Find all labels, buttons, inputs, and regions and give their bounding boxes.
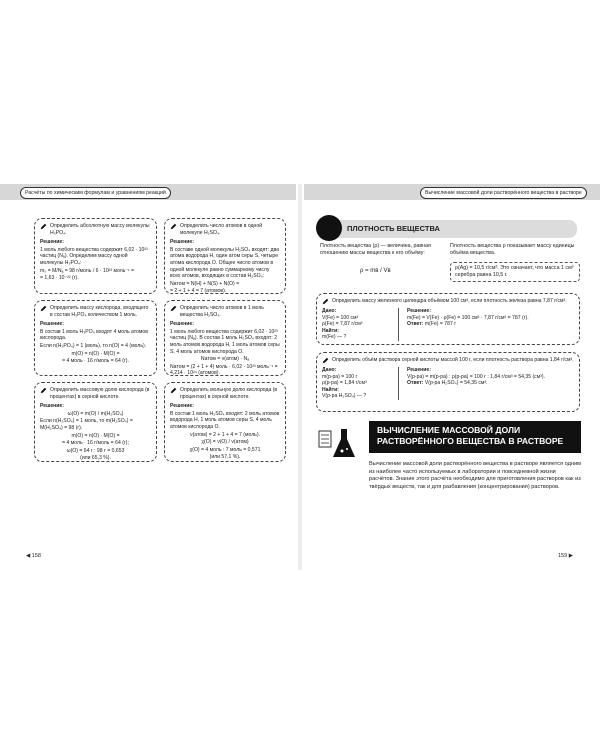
pencil-icon — [322, 298, 329, 305]
task-iron-cylinder: Определить массу железного цилиндра объёмом 100 см³, если плотность железа равна 7,87 г/см³. Дано: V(Fe) = 100 см³ ρ(Fe) = 7,87 г/см³ Найти: m(Fe) — ? Решение: m(Fe) = V(Fe) · ρ(Fe) = 100 см³ · 7,87 г/см³ = 787 (г). Ответ: m(Fe) = 787 г — [316, 293, 580, 345]
book-spine — [298, 184, 302, 570]
density-note: Плотность вещества ρ показывает массу единицы объёма вещества. — [450, 243, 575, 256]
density-definition: Плотность вещества (ρ) — величина, равная отношению массы вещества к его объёму: — [320, 243, 431, 256]
density-example: ρ(Ag) = 10,5 г/см³. Это означает, что масса 1 см³ серебра равна 10,5 г. — [450, 262, 580, 282]
card-atoms-in-molecule: Определить число атомов в одной молекуле H₂SO₄. Решение: В составе одной молекулы H₂SO₄ входят: два атома водорода H, один атом серы S, четыре атома кислорода O. Общее число атомов в одной молекуле равно суммарному числу всех атомов, входящих в состав H₂SO₄: Nатом = N(H) + N(S) + N(O) = = 2 + 1 + 4 = 7 (атомов). — [164, 218, 286, 294]
card-atoms-in-mole: Определить число атомов в 1 моль вещества H₂SO₄. Решение: 1 моль любого вещества содержит 6,02 · 10²³ частиц (Nₐ). В состав 1 моль H₂SO₄ входят: 2 моль атомов водорода H, 1 моль атомов серы S, 4 моль атомов кислорода O. Nатом = ν(атом) · Nₐ Nатом = (2 + 1 + 4) моль · 6,02 · 10²³ моль⁻¹ = 4,214 · 10²⁴ (атомов). — [164, 300, 286, 376]
left-running-header: Расчёты по химическим формулам и уравнениям реакций — [20, 187, 171, 199]
right-page-number: 159 ▶ — [558, 553, 573, 559]
card-absolute-mass: Определить абсолютную массу молекулы H₃PO₄. Решение: 1 моль любого вещества содержит 6,02 · 10²³ частиц (Nₐ). Определим массу одной молекулы H₃PO₄: m₀ = M/Nₐ = 98 г/моль / 6 · 10²³ моль⁻¹ = = 1,63 · 10⁻²² (г). — [34, 218, 157, 294]
chemist-avatar-icon — [316, 215, 342, 241]
pencil-icon — [170, 223, 177, 230]
pencil-icon — [170, 305, 177, 312]
card-oxygen-mole-fraction: Определить мольную долю кислорода (в процентах) в серной кислоте. Решение: В состав 1 моль H₂SO₄ входят: 2 моль атомов водорода H, 1 моль атомов серы S, 4 моль атомов кислорода O. ν(атом) = 2 + 1 + 4 = 7 (моль). χ(O) = ν(O) / ν(атом) χ(O) = 4 моль : 7 моль = 0,571 (или 57,1 %). — [164, 382, 286, 462]
section-intro: Вычисление массовой доли растворённого вещества в растворе является одним из наиболее часто используемых в лаборатории и повседневной жизни расчётов. Знание этого расчёта необходимо для приготовления растворов как из твёрдых веществ, так и для разбавления (концентрирования) растворов. — [369, 461, 581, 490]
density-formula: ρ = mв / Vв — [360, 268, 391, 274]
pencil-icon — [40, 223, 47, 230]
left-page-number: ◀ 158 — [26, 553, 41, 559]
pencil-icon — [40, 387, 47, 394]
pencil-icon — [40, 305, 47, 312]
pencil-icon — [170, 387, 177, 394]
pencil-icon — [322, 357, 329, 364]
section-title: ПЛОТНОСТЬ ВЕЩЕСТВА — [347, 224, 440, 233]
card-oxygen-mass: Определить массу кислорода, входящего в состав H₃PO₄ количеством 1 моль. Решение: В состав 1 моль H₃PO₄ входят 4 моль атомов кислорода. Если n(H₃PO₄) = 1 (моль), то n(O) = 4 (моль). m(O) = n(O) · M(O) = = 4 моль · 16 г/моль = 64 (г). — [34, 300, 157, 376]
flask-icon — [317, 425, 359, 461]
card-oxygen-mass-fraction: Определить массовую долю кислорода (в процентах) в серной кислоте. Решение: ω(O) = m(O) / m(H₂SO₄) Если n(H₂SO₄) = 1 моль, то m(H₂SO₄) = M(H₂SO₄) = 98 (г). m(O) = n(O) · M(O) = = 4 моль · 16 г/моль = 64 (г); ω(O) = 64 г : 98 г = 0,653 (или 65,3 %). — [34, 382, 157, 462]
right-running-header: Вычисление массовой доли растворённого вещества в растворе — [420, 187, 587, 199]
task-acid-volume: Определить объём раствора серной кислоты массой 100 г, если плотность раствора равна 1,84 г/см³. Дано: m(р-ра) = 100 г ρ(р-ра) = 1,84 г/см³ Найти: V(р-ра H₂SO₄) — ? Решение: V(р-ра) = m(р-ра) : ρ(р-ра) = 100 г : 1,84 г/см³ = 54,35 (см³). Ответ: V(р-ра H₂SO₄) = 54,35 см³. — [316, 352, 580, 412]
section-band: ВЫЧИСЛЕНИЕ МАССОВОЙ ДОЛИ РАСТВОРЁННОГО ВЕЩЕСТВА В РАСТВОРЕ — [369, 421, 581, 453]
